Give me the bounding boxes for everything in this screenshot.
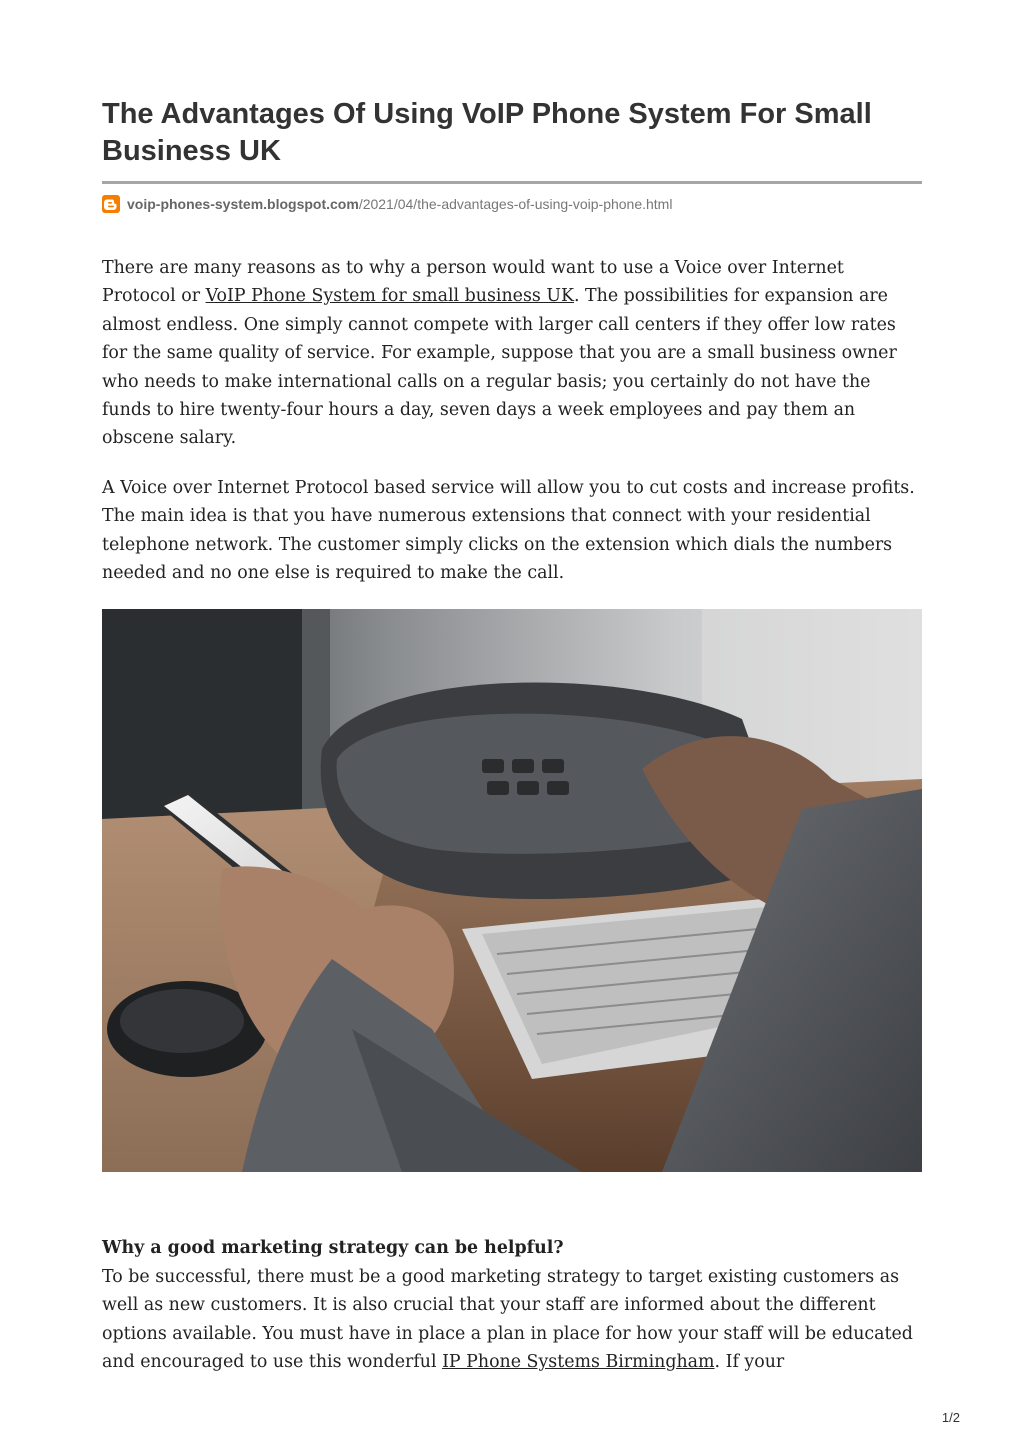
voip-phone-system-link[interactable]: VoIP Phone System for small business UK <box>205 286 574 307</box>
paragraph-marketing <box>102 1263 922 1377</box>
title-divider <box>102 181 922 184</box>
article <box>102 96 922 1377</box>
paragraph-intro <box>102 254 922 453</box>
article-title: The Advantages Of Using VoIP Phone System For Small Business UK <box>102 98 872 167</box>
section-heading: Why a good marketing strategy can be helpful? <box>102 1238 564 1259</box>
source-domain[interactable]: voip-phones-system.blogspot.com <box>127 196 359 212</box>
paragraph-marketing-text-end: . If your <box>714 1352 785 1373</box>
source-path[interactable]: /2021/04/the-advantages-of-using-voip-phone.html <box>358 196 673 212</box>
ip-phone-systems-link[interactable]: IP Phone Systems Birmingham <box>442 1352 715 1373</box>
paragraph-intro-text-start: There are many reasons as to why a person would want to use a Voice over Internet Protocol or <box>102 258 844 307</box>
paragraph-marketing-text-start: To be successful, there must be a good marketing strategy to target existing customers as well as new customers. It is also crucial that your staff are informed about the different options available. You must have in place a plan in place for how your staff will be educated and encouraged to use this wonderful <box>102 1266 913 1373</box>
office-phone-photo <box>102 609 922 1172</box>
paragraph-cost: A Voice over Internet Protocol based service will allow you to cut costs and increase profits. The main idea is that you have numerous extensions that connect with your residential telephone network. The customer simply clicks on the extension which dials the numbers needed and no one else is required to make the call. <box>102 477 915 584</box>
source-line[interactable] <box>102 194 922 214</box>
page-number: 1/2 <box>941 1410 960 1425</box>
blogger-icon <box>102 195 120 213</box>
paragraph-intro-text-end: . The possibilities for expansion are almost endless. One simply cannot compete with larger call centers if they offer low rates for the same quality of service. For example, suppose that you are a small business owner who needs to make international calls on a regular basis; you certainly do not have the funds to hire twenty-four hours a day, seven days a week employees and pay them an obscene salary. <box>102 286 897 449</box>
